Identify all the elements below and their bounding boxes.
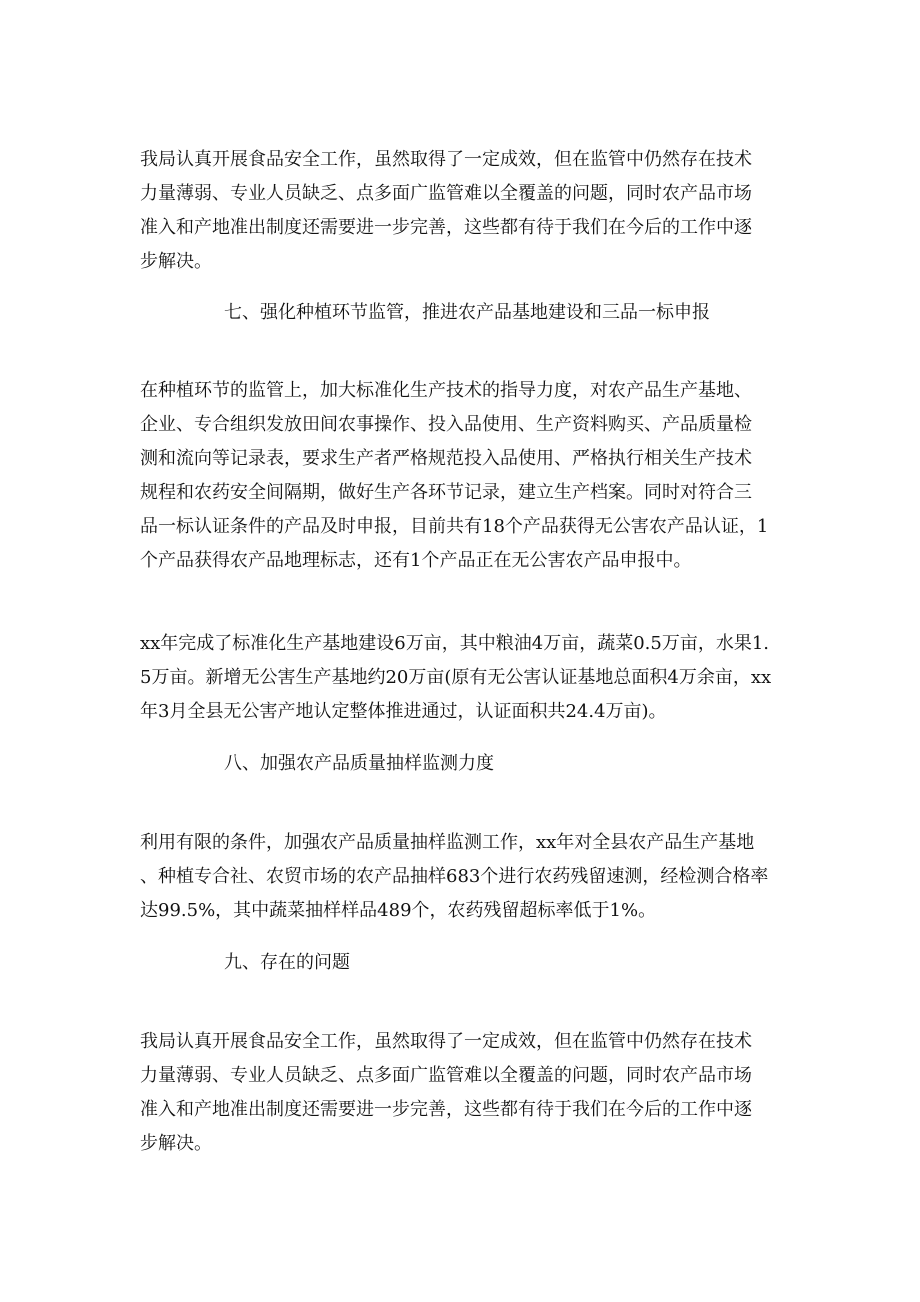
paragraph-line: 品一标认证条件的产品及时申报，目前共有18个产品获得无公害农产品认证，1: [140, 516, 769, 537]
paragraph-line: 、种植专合社、农贸市场的农产品抽样683个进行农药残留速测，经检测合格率: [140, 866, 769, 887]
paragraph-line: 力量薄弱、专业人员缺乏、点多面广监管难以全覆盖的问题，同时农产品市场: [140, 183, 752, 204]
paragraph-line: 个产品获得农产品地理标志，还有1个产品正在无公害农产品申报中。: [140, 550, 692, 571]
paragraph-line: 年3月全县无公害产地认定整体推进通过，认证面积共24.4万亩)。: [140, 701, 667, 722]
paragraph-line: 规程和农药安全间隔期，做好生产各环节记录，建立生产档案。同时对符合三: [140, 482, 752, 503]
paragraph-line: 准入和产地准出制度还需要进一步完善，这些都有待于我们在今后的工作中逐: [140, 217, 752, 238]
paragraph-line: 我局认真开展食品安全工作，虽然取得了一定成效，但在监管中仍然存在技术: [140, 149, 752, 170]
paragraph-line: 步解决。: [140, 1133, 212, 1154]
paragraph-line: 企业、专合组织发放田间农事操作、投入品使用、生产资料购买、产品质量检: [140, 414, 752, 435]
paragraph-line: 准入和产地准出制度还需要进一步完善，这些都有待于我们在今后的工作中逐: [140, 1099, 752, 1120]
paragraph-line: 利用有限的条件，加强农产品质量抽样监测工作，xx年对全县农产品生产基地: [140, 832, 755, 853]
paragraph-line: 步解决。: [140, 251, 212, 272]
paragraph-line: 我局认真开展食品安全工作，虽然取得了一定成效，但在监管中仍然存在技术: [140, 1031, 752, 1052]
paragraph-line: 达99.5%，其中蔬菜抽样样品489个，农药残留超标率低于1%。: [140, 900, 657, 921]
paragraph-line: 在种植环节的监管上，加大标准化生产技术的指导力度，对农产品生产基地、: [140, 380, 752, 401]
paragraph-line: xx年完成了标准化生产基地建设6万亩，其中粮油4万亩，蔬菜0.5万亩，水果1.: [140, 633, 770, 654]
paragraph-line: 5万亩。新增无公害生产基地约20万亩(原有无公害认证基地总面积4万余亩，xx: [140, 667, 772, 688]
section-heading-8: 八、加强农产品质量抽样监测力度: [224, 753, 494, 774]
section-heading-7: 七、强化种植环节监管，推进农产品基地建设和三品一标申报: [224, 302, 710, 323]
paragraph-line: 力量薄弱、专业人员缺乏、点多面广监管难以全覆盖的问题，同时农产品市场: [140, 1065, 752, 1086]
section-heading-9: 九、存在的问题: [224, 952, 350, 973]
paragraph-line: 测和流向等记录表，要求生产者严格规范投入品使用、严格执行相关生产技术: [140, 448, 752, 469]
